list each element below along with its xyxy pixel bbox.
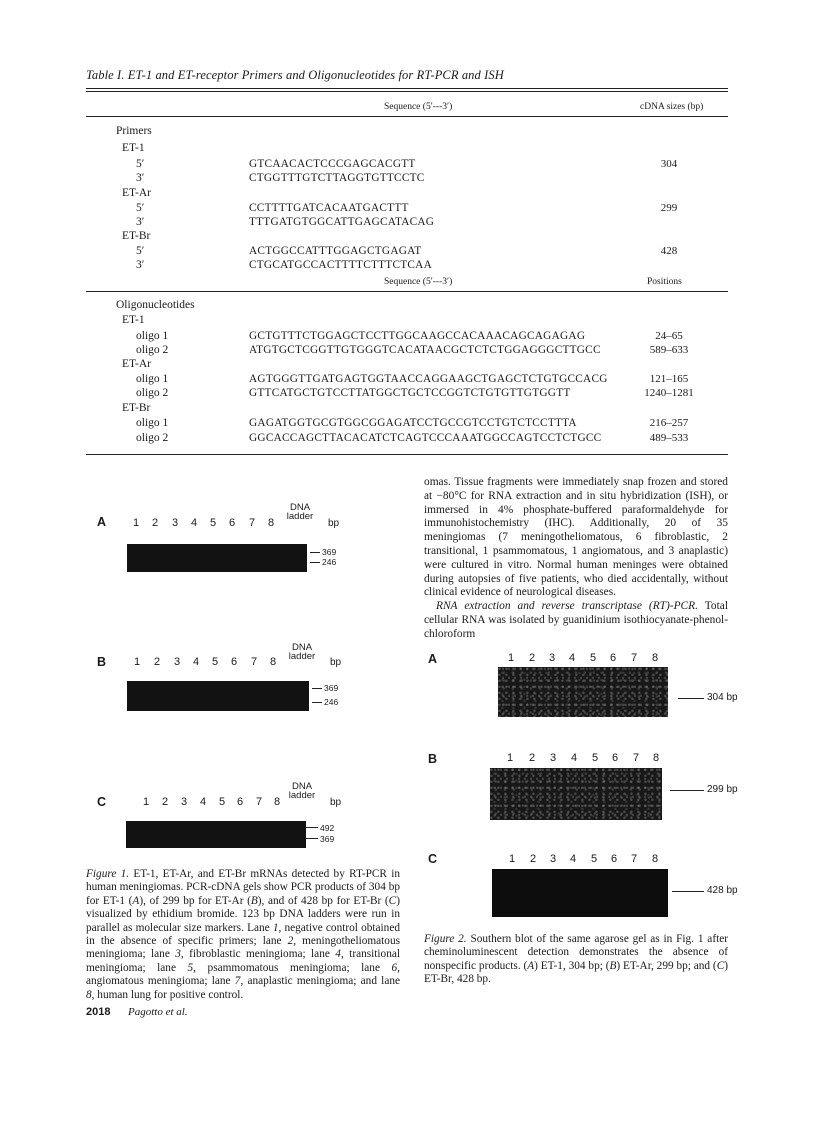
oligo-sequence: GGCACCAGCTTACACATCTCAGTCCCAAATGGCCAGTCCTCTGCC bbox=[249, 432, 602, 444]
fig2-blot-panel-b bbox=[490, 768, 662, 820]
caption-ref: 5 bbox=[187, 961, 194, 974]
band-size-label: 428 bp bbox=[707, 885, 738, 896]
oligo-name: oligo 2 bbox=[136, 344, 169, 356]
lane-label: 7 bbox=[631, 652, 638, 664]
caption-text: , angiomatous meningioma; lane bbox=[86, 961, 400, 988]
lane-label: 7 bbox=[249, 517, 256, 529]
oligo-name: oligo 1 bbox=[136, 417, 169, 429]
marker-tick bbox=[312, 688, 322, 689]
lane-label: 1 bbox=[134, 656, 141, 668]
lane-label: 2 bbox=[152, 517, 159, 529]
lane-label: 6 bbox=[612, 752, 619, 764]
oligo-name: oligo 1 bbox=[136, 330, 169, 342]
fig1-bp-label-c: bp bbox=[330, 797, 342, 808]
caption-text: ) ET-Br, 428 bp. bbox=[424, 959, 728, 986]
caption-text: , human lung for positive control. bbox=[91, 988, 244, 1001]
oligo-gene-etar: ET-Ar bbox=[122, 358, 151, 370]
caption-text: ) visualized by ethidium bromide. 123 bp DNA ladders were run in parallel as molecular size markers. Lane bbox=[86, 894, 400, 934]
ladder-label-line1: DNA bbox=[289, 502, 311, 513]
oligo-name: oligo 1 bbox=[136, 373, 169, 385]
caption-text: , meningotheliomatous meningioma; lane bbox=[86, 935, 401, 961]
lane-label: 3 bbox=[172, 517, 179, 529]
lane-label: 4 bbox=[200, 796, 207, 808]
fig1-lane-labels-a bbox=[0, 517, 400, 531]
page-number: 2018 bbox=[86, 1006, 111, 1018]
marker-label: 492 bbox=[320, 823, 335, 833]
table-top-rule-2 bbox=[86, 91, 728, 92]
lane-label: 8 bbox=[274, 796, 281, 808]
oligo-position: 121–165 bbox=[649, 373, 689, 385]
caption-ref: 6 bbox=[391, 961, 398, 974]
oligo-sequence: AGTGGGTTGATGAGTGGTAACCAGGAAGCTGAGCTCTGTGCCACG bbox=[249, 373, 608, 385]
table-header-sequence: Sequence (5′---3′) bbox=[384, 102, 453, 112]
primer-end: 5′ bbox=[136, 158, 145, 170]
lane-label: 4 bbox=[569, 652, 576, 664]
caption-text: ET-1, ET-Ar, and ET-Br mRNAs detected by RT-PCR in human meningiomas. PCR-cDNA gels show PCR products of 304 bp for ET-1 ( bbox=[86, 868, 401, 907]
fig1-gel-panel-a bbox=[127, 544, 307, 572]
running-author: Pagotto et al. bbox=[128, 1006, 188, 1018]
lane-label: 8 bbox=[270, 656, 277, 668]
caption-text: , fibroblastic meningioma; lane bbox=[180, 948, 336, 961]
primer-end: 3′ bbox=[136, 172, 145, 184]
lane-label: 7 bbox=[251, 656, 258, 668]
primer-end: 3′ bbox=[136, 216, 145, 228]
primer-end: 3′ bbox=[136, 259, 145, 271]
primer-sequence: GTCAACACTCCCGAGCACGTT bbox=[249, 158, 416, 170]
primer-gene-etbr: ET-Br bbox=[122, 230, 151, 242]
lane-label: 6 bbox=[231, 656, 238, 668]
fig2-blot-panel-a bbox=[498, 667, 668, 717]
fig1-ladder-label-a bbox=[282, 503, 318, 521]
caption-ref: C bbox=[388, 894, 397, 907]
table-title: Table I. ET-1 and ET-receptor Primers and Oligonucleotides for RT-PCR and ISH bbox=[86, 68, 504, 82]
caption-ref: 4 bbox=[335, 948, 341, 961]
lane-label: 2 bbox=[154, 656, 161, 668]
marker-label: 369 bbox=[320, 834, 335, 844]
fig1-panel-letter-b: B bbox=[97, 655, 107, 669]
primer-cdna-size: 299 bbox=[660, 202, 678, 214]
marker-tick bbox=[312, 702, 322, 703]
lane-label: 8 bbox=[652, 652, 659, 664]
primer-sequence: ACTGGCCATTTGGAGCTGAGAT bbox=[249, 245, 422, 257]
caption-text: ), and of 428 bp for ET-Br ( bbox=[257, 894, 389, 907]
caption-ref: A bbox=[132, 894, 140, 907]
fig1-bp-label-b: bp bbox=[330, 657, 342, 668]
oligo-gene-etbr: ET-Br bbox=[122, 402, 151, 414]
ladder-label-line2: ladder bbox=[288, 651, 316, 662]
band-marker-tick bbox=[670, 790, 704, 791]
primer-sequence: CCTTTTGATCACAATGACTTT bbox=[249, 202, 409, 214]
primer-gene-et1: ET-1 bbox=[122, 142, 145, 154]
lane-label: 2 bbox=[530, 853, 537, 865]
caption-ref: 8 bbox=[86, 988, 92, 1001]
lane-label: 5 bbox=[210, 517, 217, 529]
lane-label: 7 bbox=[256, 796, 263, 808]
lane-label: 3 bbox=[549, 652, 556, 664]
primer-cdna-size: 428 bbox=[660, 245, 678, 257]
caption-ref: B bbox=[250, 894, 258, 907]
primer-end: 5′ bbox=[136, 202, 145, 214]
fig1-bp-label-a: bp bbox=[328, 518, 340, 529]
lane-label: 5 bbox=[212, 656, 219, 668]
primer-sequence: CTGCATGCCACTTTTCTTTCTCAA bbox=[249, 259, 432, 271]
primer-end: 5′ bbox=[136, 245, 145, 257]
lane-label: 1 bbox=[509, 853, 516, 865]
marker-label: 369 bbox=[322, 547, 337, 557]
oligo-name: oligo 2 bbox=[136, 432, 169, 444]
band-marker-tick bbox=[678, 698, 704, 699]
ladder-label-line1: DNA bbox=[291, 781, 313, 792]
lane-label: 3 bbox=[550, 752, 557, 764]
caption-ref: 1 bbox=[272, 921, 279, 934]
lane-label: 4 bbox=[571, 752, 578, 764]
ladder-label-line1: DNA bbox=[291, 642, 313, 653]
fig2-caption bbox=[424, 933, 728, 987]
caption-text: ) ET-1, 304 bp; ( bbox=[534, 959, 610, 972]
oligo-sequence: ATGTGCTCGGTTGTGGGTCACATAACGCTCTCTGGAGGGCTTGCC bbox=[249, 344, 601, 356]
table-bottom-rule bbox=[86, 454, 728, 455]
fig2-panel-letter-c: C bbox=[428, 852, 438, 866]
marker-label: 246 bbox=[324, 697, 339, 707]
fig1-caption bbox=[86, 868, 400, 1002]
primers-label: Primers bbox=[116, 125, 152, 137]
lane-label: 8 bbox=[653, 752, 660, 764]
body-paragraph-2-text: Total cellular RNA was isolated by guanidinium isothiocyanate-phenol-chloroform bbox=[424, 600, 728, 640]
oligo-name: oligo 2 bbox=[136, 387, 169, 399]
lane-label: 6 bbox=[610, 652, 617, 664]
band-size-label: 299 bp bbox=[707, 784, 738, 795]
oligo-position: 489–533 bbox=[649, 432, 689, 444]
lane-label: 2 bbox=[162, 796, 169, 808]
lane-label: 3 bbox=[181, 796, 188, 808]
marker-tick bbox=[310, 552, 320, 553]
fig2-lane-labels-b bbox=[0, 752, 700, 766]
lane-label: 6 bbox=[237, 796, 244, 808]
oligo-position: 589–633 bbox=[649, 344, 689, 356]
fig1-ladder-label-c bbox=[284, 782, 320, 800]
primer-cdna-size: 304 bbox=[660, 158, 678, 170]
marker-label: 369 bbox=[324, 683, 339, 693]
marker-tick bbox=[306, 827, 318, 828]
lane-label: 4 bbox=[570, 853, 577, 865]
primer-sequence: TTTGATGTGGCATTGAGCATACAG bbox=[249, 216, 435, 228]
oligo-position: 216–257 bbox=[649, 417, 689, 429]
oligo-gene-et1: ET-1 bbox=[122, 314, 145, 326]
body-text-column bbox=[424, 476, 728, 642]
oligo-position: 24–65 bbox=[655, 330, 683, 342]
table-header-cdna-size: cDNA sizes (bp) bbox=[640, 102, 704, 112]
fig2-lane-labels-c bbox=[0, 853, 700, 867]
lane-label: 1 bbox=[133, 517, 140, 529]
oligo-sequence: GTTCATGCTGTCCTTATGGCTGCTCCGGTCTGTGTTGTGGTT bbox=[249, 387, 571, 399]
table-header-positions: Positions bbox=[647, 277, 682, 287]
band-size-label: 304 bp bbox=[707, 692, 738, 703]
caption-ref: 7 bbox=[234, 975, 241, 988]
fig2-panel-letter-a: A bbox=[428, 652, 438, 666]
caption-label: Figure 2. bbox=[424, 933, 467, 945]
section-heading: RNA extraction and reverse transcriptase (RT)-PCR. bbox=[436, 600, 698, 613]
lane-label: 2 bbox=[529, 652, 536, 664]
caption-text: Southern blot of the same agarose gel as in Fig. 1 after cheminoluminescent detection demonstrates the absence of nonspecific products. ( bbox=[424, 933, 728, 972]
marker-tick bbox=[310, 562, 320, 563]
oligo-sequence: GCTGTTTCTGGAGCTCCTTGGCAAGCCACAAACAGCAGAGAG bbox=[249, 330, 586, 342]
fig2-panel-letter-b: B bbox=[428, 752, 438, 766]
lane-label: 5 bbox=[591, 853, 598, 865]
band-marker-tick bbox=[672, 891, 704, 892]
lane-label: 6 bbox=[229, 517, 236, 529]
table-mid-rule bbox=[86, 291, 728, 292]
caption-text: , negative control obtained in the absence of specific primers; lane bbox=[86, 921, 400, 948]
lane-label: 5 bbox=[590, 652, 597, 664]
fig1-gel-panel-c bbox=[126, 821, 306, 848]
lane-label: 8 bbox=[652, 853, 659, 865]
marker-tick bbox=[306, 838, 318, 839]
caption-ref: A bbox=[527, 959, 535, 972]
lane-label: 3 bbox=[174, 656, 181, 668]
oligo-sequence: GAGATGGTGCGTGGCGGAGATCCTGCCGTCCTGTCTCCTTTA bbox=[249, 417, 577, 429]
body-paragraph-1: omas. Tissue fragments were immediately snap frozen and stored at −80°C for RNA extraction and in situ hybridization (ISH), or immersed in 4% phosphate-buffered paraformaldehyde for immunohistochemistry (IHC). Additionally, 20 of 35 meningiomas (7 meningotheliomatous, 6 fibroblastic, 2 transitional, 1 psammomatous, 1 angiomatous, and 3 anaplastic) were cultured in vitro. Normal human meninges were obtained during autopsies of five patients, who died accidentally, without clinical evidence of neurological diseases. bbox=[424, 476, 728, 599]
body-paragraph-2 bbox=[424, 600, 728, 641]
caption-ref: 2 bbox=[287, 935, 294, 948]
marker-label: 246 bbox=[322, 557, 337, 567]
lane-label: 1 bbox=[143, 796, 150, 808]
oligonucleotides-label: Oligonucleotides bbox=[116, 299, 195, 311]
lane-label: 8 bbox=[268, 517, 275, 529]
caption-text: , anaplastic meningioma; and lane bbox=[240, 975, 400, 988]
ladder-label-line2: ladder bbox=[288, 790, 316, 801]
lane-label: 4 bbox=[191, 517, 198, 529]
primer-gene-etar: ET-Ar bbox=[122, 187, 151, 199]
caption-text: ), of 299 bp for ET-Ar ( bbox=[139, 894, 251, 907]
primer-sequence: CTGGTTTGTCTTAGGTGTTCCTC bbox=[249, 172, 425, 184]
table-header-sequence-2: Sequence (5′---3′) bbox=[384, 277, 453, 287]
fig1-panel-letter-c: C bbox=[97, 795, 107, 809]
oligo-position: 1240–1281 bbox=[644, 387, 694, 399]
lane-label: 7 bbox=[633, 752, 640, 764]
table-top-rule bbox=[86, 88, 728, 89]
fig1-gel-panel-b bbox=[127, 681, 309, 711]
caption-label: Figure 1. bbox=[86, 868, 130, 880]
caption-ref: C bbox=[716, 959, 725, 972]
lane-label: 5 bbox=[219, 796, 226, 808]
lane-label: 3 bbox=[550, 853, 557, 865]
ladder-label-line2: ladder bbox=[286, 511, 314, 522]
fig2-blot-panel-c bbox=[492, 869, 668, 917]
lane-label: 7 bbox=[631, 853, 638, 865]
caption-text: ) ET-Ar, 299 bp; and ( bbox=[616, 959, 717, 972]
lane-label: 1 bbox=[507, 752, 514, 764]
fig2-lane-labels-a bbox=[0, 652, 700, 666]
lane-label: 1 bbox=[508, 652, 515, 664]
fig1-panel-letter-a: A bbox=[97, 515, 107, 529]
lane-label: 4 bbox=[193, 656, 200, 668]
caption-ref: B bbox=[609, 959, 617, 972]
lane-label: 2 bbox=[529, 752, 536, 764]
lane-label: 5 bbox=[592, 752, 599, 764]
table-header-rule bbox=[86, 116, 728, 117]
caption-ref: 3 bbox=[175, 948, 181, 961]
lane-label: 6 bbox=[611, 853, 618, 865]
caption-text: , psammomatous meningioma; lane bbox=[193, 961, 392, 974]
caption-text: , transitional meningioma; lane bbox=[86, 948, 401, 974]
